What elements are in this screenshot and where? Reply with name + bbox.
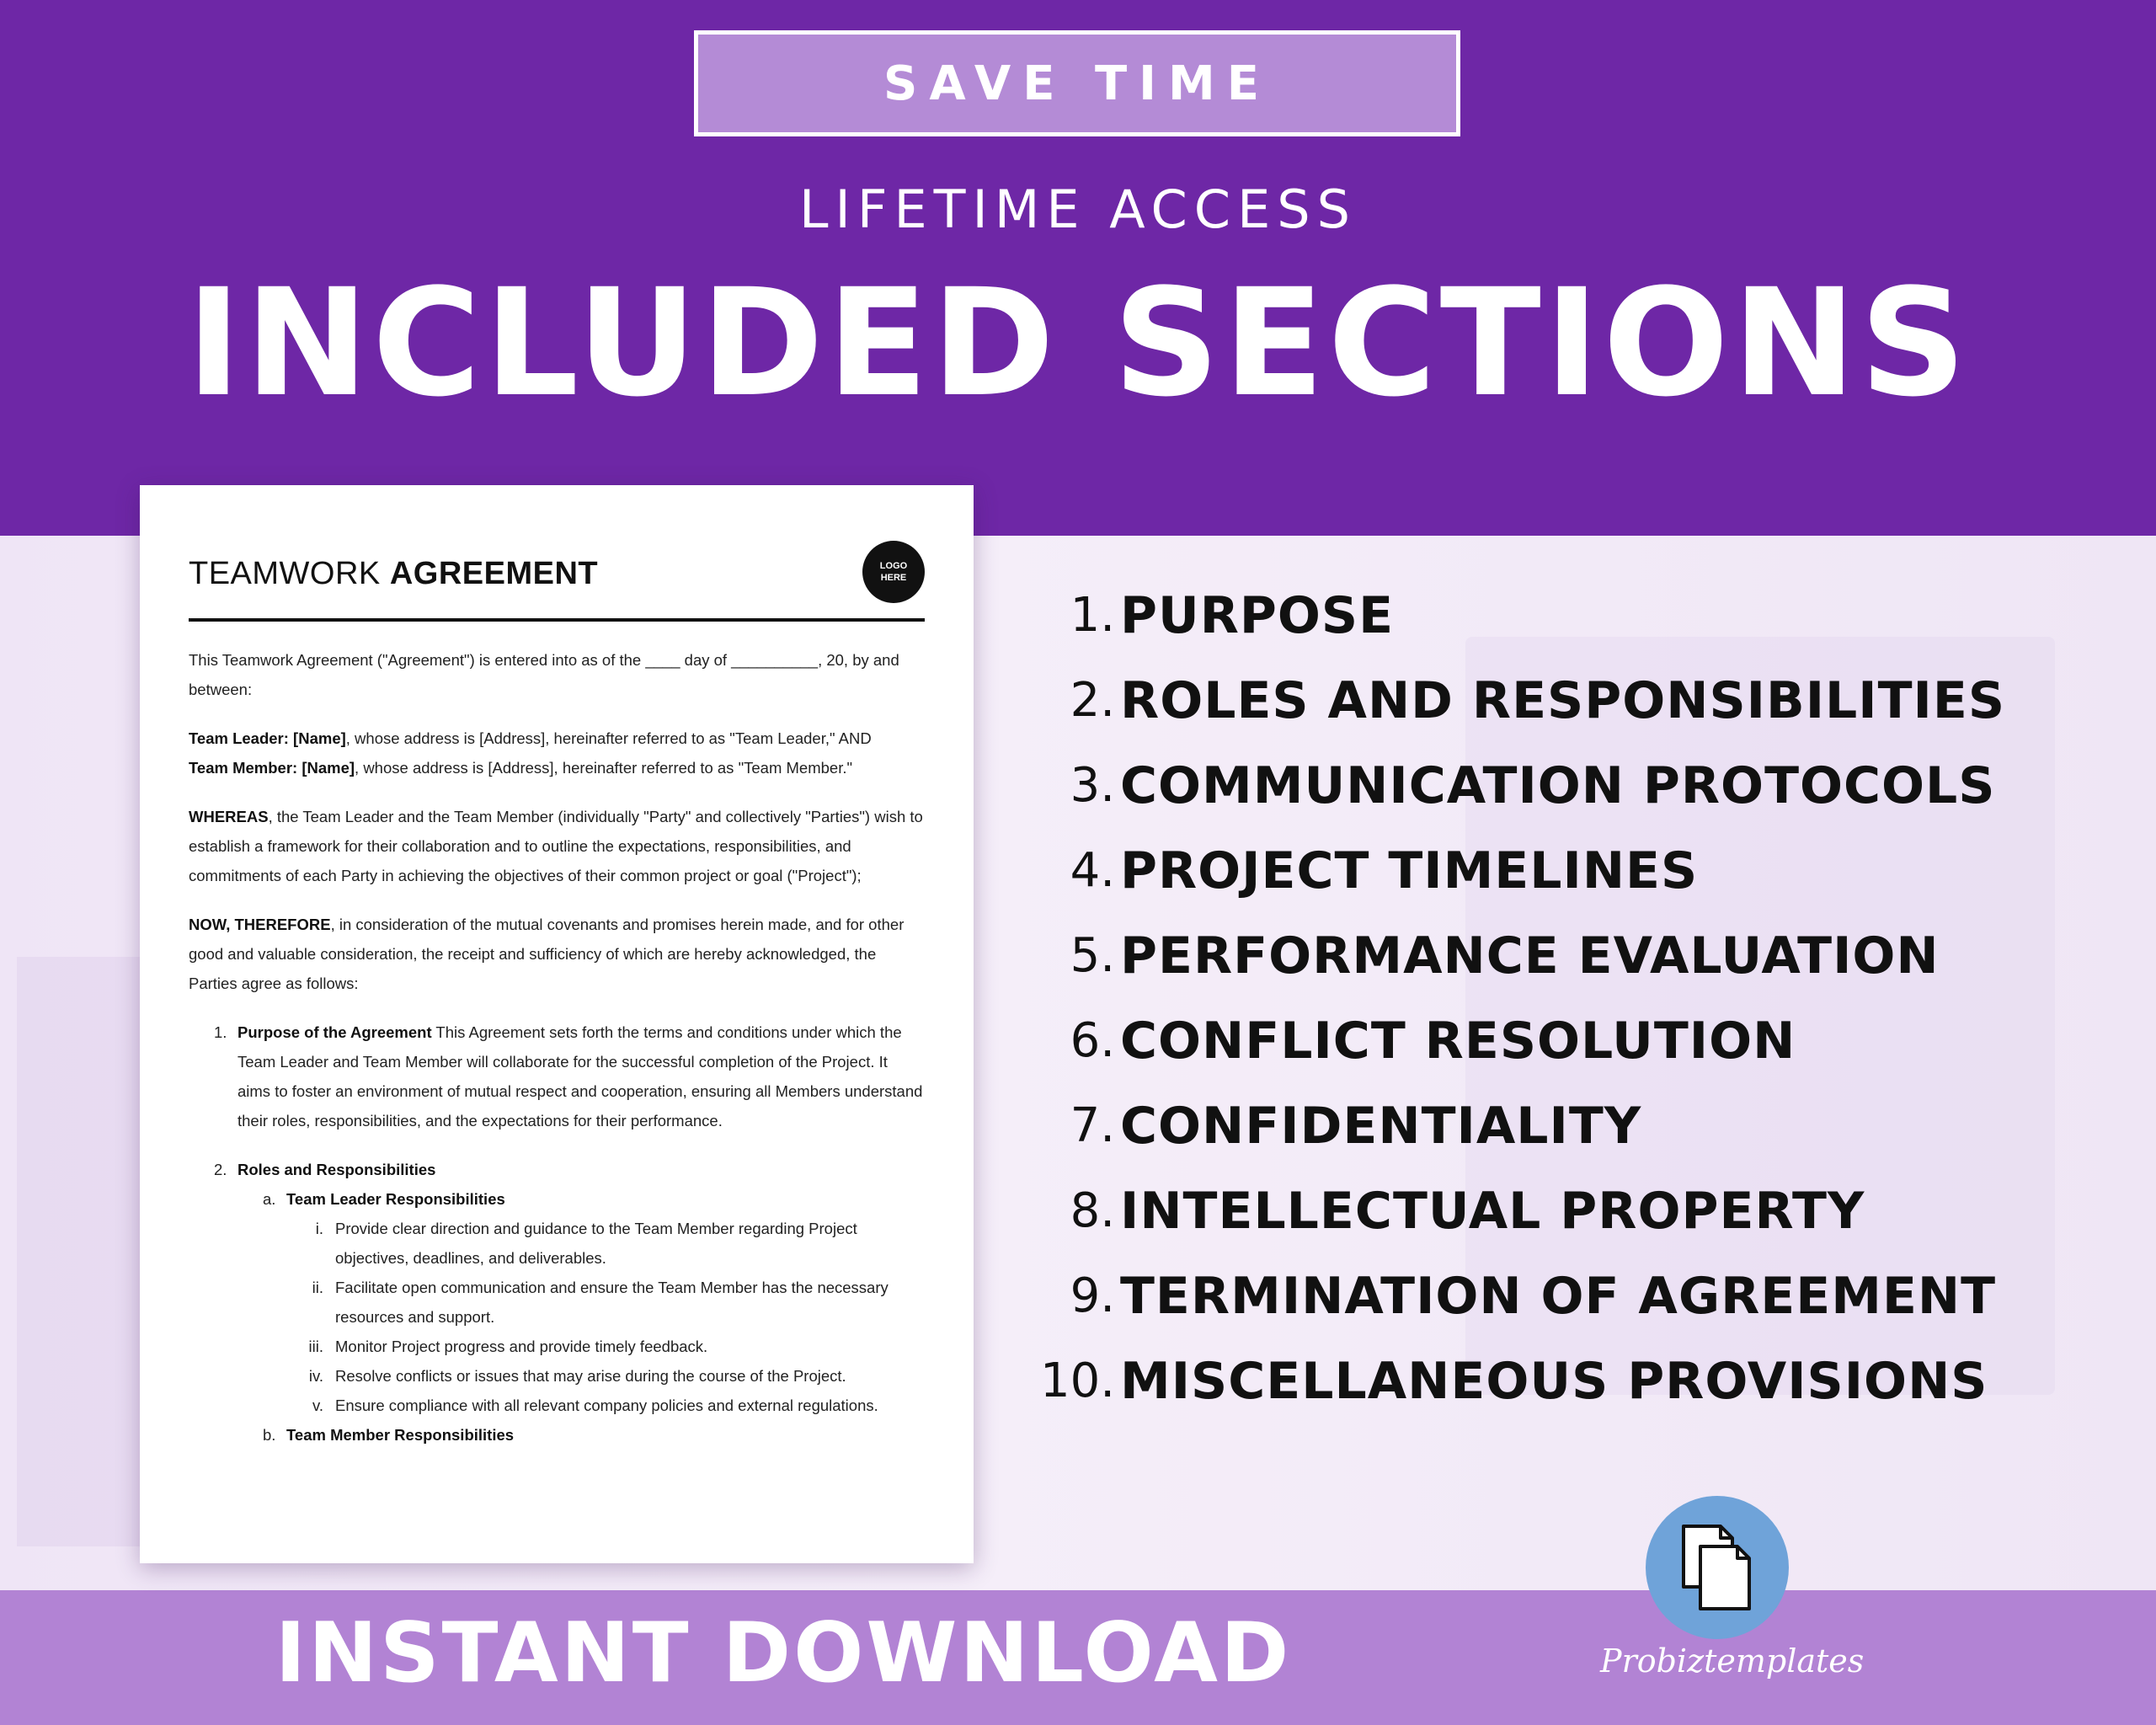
documents-icon — [1677, 1521, 1758, 1614]
section-number: 6. — [1070, 1013, 1115, 1068]
section-number: 10. — [1039, 1354, 1115, 1408]
section-number: 2. — [1070, 673, 1115, 728]
item-text: Resolve conflicts or issues that may arise during the course of the Project. — [335, 1367, 846, 1385]
section-label: PURPOSE — [1120, 585, 1395, 645]
document-preview — [140, 485, 974, 1563]
leader-responsibility-item — [189, 1391, 925, 1420]
subclause-title: Team Member Responsibilities — [286, 1426, 515, 1444]
save-time-label: SAVE TIME — [883, 56, 1271, 111]
leader-responsibility-item — [189, 1361, 925, 1391]
lifetime-access-subtitle: LIFETIME ACCESS — [799, 179, 1357, 240]
title-rule — [189, 618, 925, 622]
brand-name: Probiztemplates — [1600, 1642, 1865, 1680]
item-text: Provide clear direction and guidance to the Team Member regarding Project objectives, deadlines, and deliverables. — [335, 1220, 857, 1267]
section-item — [1036, 1253, 2131, 1338]
section-label: COMMUNICATION PROTOCOLS — [1120, 756, 1996, 815]
logo-placeholder — [862, 541, 925, 603]
page-title: INCLUDED SECTIONS — [186, 257, 1970, 430]
subclause-number: a. — [263, 1190, 276, 1208]
section-item — [1036, 913, 2131, 998]
clause-number: 1. — [214, 1023, 227, 1041]
leader-label: Team Leader: [Name] — [189, 729, 346, 747]
section-item — [1036, 743, 2131, 828]
now-therefore-paragraph — [189, 910, 925, 998]
section-item — [1036, 1083, 2131, 1168]
item-number: i. — [315, 1220, 323, 1237]
section-label: CONFIDENTIALITY — [1120, 1096, 1642, 1156]
section-label: INTELLECTUAL PROPERTY — [1120, 1181, 1865, 1241]
clause-number: 2. — [214, 1161, 227, 1178]
subclause-leader — [189, 1184, 925, 1214]
section-item — [1036, 998, 2131, 1083]
section-label: PROJECT TIMELINES — [1120, 841, 1699, 900]
clause-text: This Agreement sets forth the terms and conditions under which the Team Leader and Team Member will collaborate for the successful completion of the Project. It aims to foster an environment of mutual respect and cooperation, ensuring all Members understand their roles, responsibilities, and the expectations for their performance. — [237, 1023, 923, 1130]
section-number: 9. — [1070, 1268, 1115, 1323]
leader-responsibility-item — [189, 1273, 925, 1332]
item-number: iii. — [308, 1338, 323, 1355]
section-number: 8. — [1070, 1183, 1115, 1238]
whereas-paragraph — [189, 802, 925, 890]
section-number: 7. — [1070, 1098, 1115, 1153]
item-text: Facilitate open communication and ensure the Team Member has the necessary resources and support. — [335, 1279, 889, 1326]
item-text: Ensure compliance with all relevant company policies and external regulations. — [335, 1397, 878, 1414]
leader-responsibility-item — [189, 1214, 925, 1273]
section-number: 1. — [1070, 588, 1115, 643]
intro-paragraph: This Teamwork Agreement ("Agreement") is entered into as of the ____ day of __________, 20, by and between: — [189, 651, 899, 698]
section-label: MISCELLANEOUS PROVISIONS — [1120, 1351, 1988, 1411]
section-item — [1036, 1338, 2131, 1423]
save-time-badge — [694, 30, 1460, 136]
member-text: , whose address is [Address], hereinafter referred to as "Team Member." — [355, 759, 853, 777]
logo-line-1: LOGO — [879, 560, 908, 571]
section-label: ROLES AND RESPONSIBILITIES — [1120, 670, 2006, 730]
section-label: PERFORMANCE EVALUATION — [1120, 926, 1940, 985]
document-title-bold: AGREEMENT — [389, 556, 599, 591]
clause-title: Roles and Responsibilities — [237, 1161, 436, 1178]
leader-responsibilities-list — [189, 1214, 925, 1420]
subclause-member — [189, 1420, 925, 1450]
included-sections-list — [1036, 573, 2131, 1423]
parties-paragraph — [189, 724, 925, 782]
section-number: 4. — [1070, 843, 1115, 898]
now-therefore-text: , in consideration of the mutual covenants and promises herein made, and for other good and valuable consideration, the receipt and sufficiency of which are hereby acknowledged, the Parties agree as follows: — [189, 916, 905, 992]
section-item — [1036, 1168, 2131, 1253]
item-number: v. — [312, 1397, 323, 1414]
document-title-light: TEAMWORK — [189, 556, 381, 591]
member-label: Team Member: [Name] — [189, 759, 355, 777]
section-label: TERMINATION OF AGREEMENT — [1120, 1266, 1997, 1326]
document-title — [189, 556, 598, 592]
section-item — [1036, 828, 2131, 913]
subclause-title: Team Leader Responsibilities — [286, 1190, 505, 1208]
leader-responsibility-item — [189, 1332, 925, 1361]
section-label: CONFLICT RESOLUTION — [1120, 1011, 1796, 1071]
whereas-label: WHEREAS — [189, 808, 269, 825]
clause-title: Purpose of the Agreement — [237, 1023, 432, 1041]
document-body — [189, 645, 925, 1450]
instant-download-cta: INSTANT DOWNLOAD — [275, 1605, 1292, 1701]
brand-logo — [1646, 1496, 1789, 1639]
section-item — [1036, 573, 2131, 658]
now-therefore-label: NOW, THEREFORE — [189, 916, 331, 933]
whereas-text: , the Team Leader and the Team Member (individually "Party" and collectively "Parties") wish to establish a framework for their collaboration and to outline the expectations, responsibilities, and commitments of each Party in achieving the objectives of their common project or goal ("Project"); — [189, 808, 923, 884]
item-number: iv. — [308, 1367, 323, 1385]
item-number: ii. — [312, 1279, 323, 1296]
section-number: 5. — [1070, 928, 1115, 983]
leader-text: , whose address is [Address], hereinafter referred to as "Team Leader," AND — [345, 729, 872, 747]
item-text: Monitor Project progress and provide timely feedback. — [335, 1338, 708, 1355]
section-item — [1036, 658, 2131, 743]
clause-purpose — [189, 1017, 925, 1135]
clause-roles — [189, 1155, 925, 1184]
section-number: 3. — [1070, 758, 1115, 813]
subclause-number: b. — [263, 1426, 276, 1444]
logo-line-2: HERE — [880, 573, 907, 583]
